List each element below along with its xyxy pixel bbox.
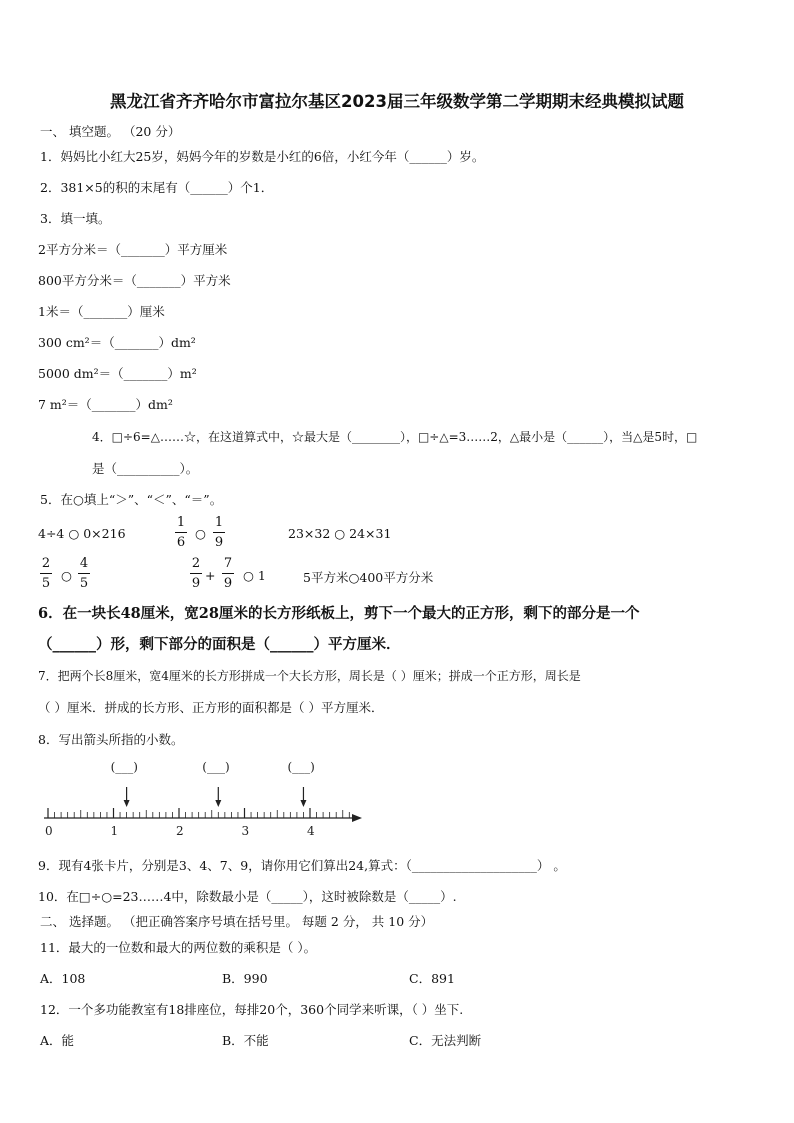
question-6-line-2: （______）形，剩下部分的面积是（______）平方厘米． <box>38 636 401 653</box>
number-line-labels <box>45 824 315 838</box>
numerator: 2 <box>191 556 201 571</box>
question-3-item: 2平方分米＝（_______）平方厘米 <box>38 242 228 257</box>
question-1: 1．妈妈比小红大25岁，妈妈今年的岁数是小红的6倍，小红今年（______）岁。 <box>40 149 485 164</box>
question-9: 9．现有4张卡片，分别是3、4、7、9，请你用它们算出24,算式：（____________________） 。 <box>38 858 566 873</box>
fraction-one-sixth <box>175 515 187 550</box>
question-4-line-2: 是（__________）。 <box>92 461 199 476</box>
answer-blank: (___) <box>202 760 230 774</box>
denominator: 9 <box>191 576 201 591</box>
compare-circle: ○ <box>195 526 206 541</box>
page-title: 黑龙江省齐齐哈尔市富拉尔基区2023届三年级数学第二学期期末经典模拟试题 <box>110 92 684 111</box>
fraction-one-ninth <box>213 515 225 550</box>
number-line <box>30 755 380 840</box>
denominator: 5 <box>41 576 51 591</box>
number-line-blanks <box>111 760 315 774</box>
number-line-ticks <box>48 808 349 818</box>
option-c: C．无法判断 <box>409 1033 482 1048</box>
question-3: 3．填一填。 <box>40 211 111 226</box>
question-3-item: 1米＝（_______）厘米 <box>38 304 165 319</box>
numerator: 1 <box>176 515 186 530</box>
tick-label: 0 <box>45 824 53 838</box>
option-a: A．108 <box>40 971 86 986</box>
section-1-heading: 一、 填空题。 （20 分） <box>40 124 181 139</box>
denominator: 6 <box>176 535 186 550</box>
fraction-two-ninths <box>190 556 202 591</box>
question-4-line-1: 4．□÷6=△……☆，在这道算式中，☆最大是（________），□÷△=3……2，△最小是（______），当△是5时，□ <box>92 430 698 444</box>
question-6-line-1: 6．在一块长48厘米，宽28厘米的长方形纸板上，剪下一个最大的正方形，剩下的部分是一个 <box>38 605 640 622</box>
question-3-item: 5000 dm²＝（_______）m² <box>38 366 197 381</box>
answer-blank: (___) <box>110 760 138 774</box>
tick-label: 2 <box>176 824 184 838</box>
denominator: 5 <box>79 576 89 591</box>
question-3-item: 800平方分米＝（_______）平方米 <box>38 273 231 288</box>
fraction-two-fifths <box>40 556 52 591</box>
question-7-line-2: （ ）厘米．拼成的长方形、正方形的面积都是（ ）平方厘米． <box>38 700 384 715</box>
compare-item-f: 5平方米○400平方分米 <box>303 570 434 585</box>
question-10: 10．在□÷○=23……4中，除数最小是（_____），这时被除数是（_____）. <box>38 889 457 904</box>
tick-label: 3 <box>241 824 250 838</box>
pointer-arrowhead <box>215 800 221 807</box>
question-8: 8．写出箭头所指的小数。 <box>38 732 184 747</box>
section-2-heading: 二、 选择题。 （把正确答案序号填在括号里。 每题 2 分， 共 10 分） <box>40 914 434 929</box>
denominator: 9 <box>214 535 224 550</box>
question-3-item: 7 m²＝（_______）dm² <box>38 397 173 412</box>
number-line-arrowhead <box>352 814 362 822</box>
question-2: 2．381×5的积的末尾有（______）个1． <box>40 180 274 195</box>
question-7-line-1: 7．把两个长8厘米，宽4厘米的长方形拼成一个大长方形，周长是（ ）厘米；拼成一个正方形，周长是 <box>38 669 581 683</box>
compare-circle: ○ <box>61 568 72 583</box>
option-c: C．891 <box>409 971 455 986</box>
answer-blank: (___) <box>287 760 315 774</box>
option-a: A．能 <box>40 1033 75 1048</box>
question-11: 11．最大的一位数和最大的两位数的乘积是（ ）。 <box>40 940 317 955</box>
numerator: 1 <box>214 515 224 530</box>
compare-item-c: 23×32 ○ 24×31 <box>288 526 392 541</box>
numerator: 4 <box>79 556 89 571</box>
fraction-four-fifths <box>78 556 90 591</box>
compare-item-e-tail: ○ 1 <box>243 568 266 583</box>
denominator: 9 <box>223 576 233 591</box>
numerator: 7 <box>223 556 233 571</box>
number-line-arrows <box>124 787 307 807</box>
tick-label: 4 <box>307 824 315 838</box>
option-b: B．990 <box>222 971 268 986</box>
compare-item-a: 4÷4 ○ 0×216 <box>38 526 126 541</box>
numerator: 2 <box>41 556 51 571</box>
pointer-arrowhead <box>124 800 130 807</box>
plus-sign: + <box>205 568 216 583</box>
question-12: 12．一个多功能教室有18排座位，每排20个，360个同学来听课，（ ）坐下. <box>40 1002 464 1017</box>
question-3-item: 300 cm²＝（_______）dm² <box>38 335 196 350</box>
question-5: 5．在○填上“＞”、“＜”、“＝”。 <box>40 492 223 507</box>
option-b: B．不能 <box>222 1033 269 1048</box>
fraction-seven-ninths <box>222 556 234 591</box>
tick-label: 1 <box>110 824 119 838</box>
pointer-arrowhead <box>300 800 306 807</box>
